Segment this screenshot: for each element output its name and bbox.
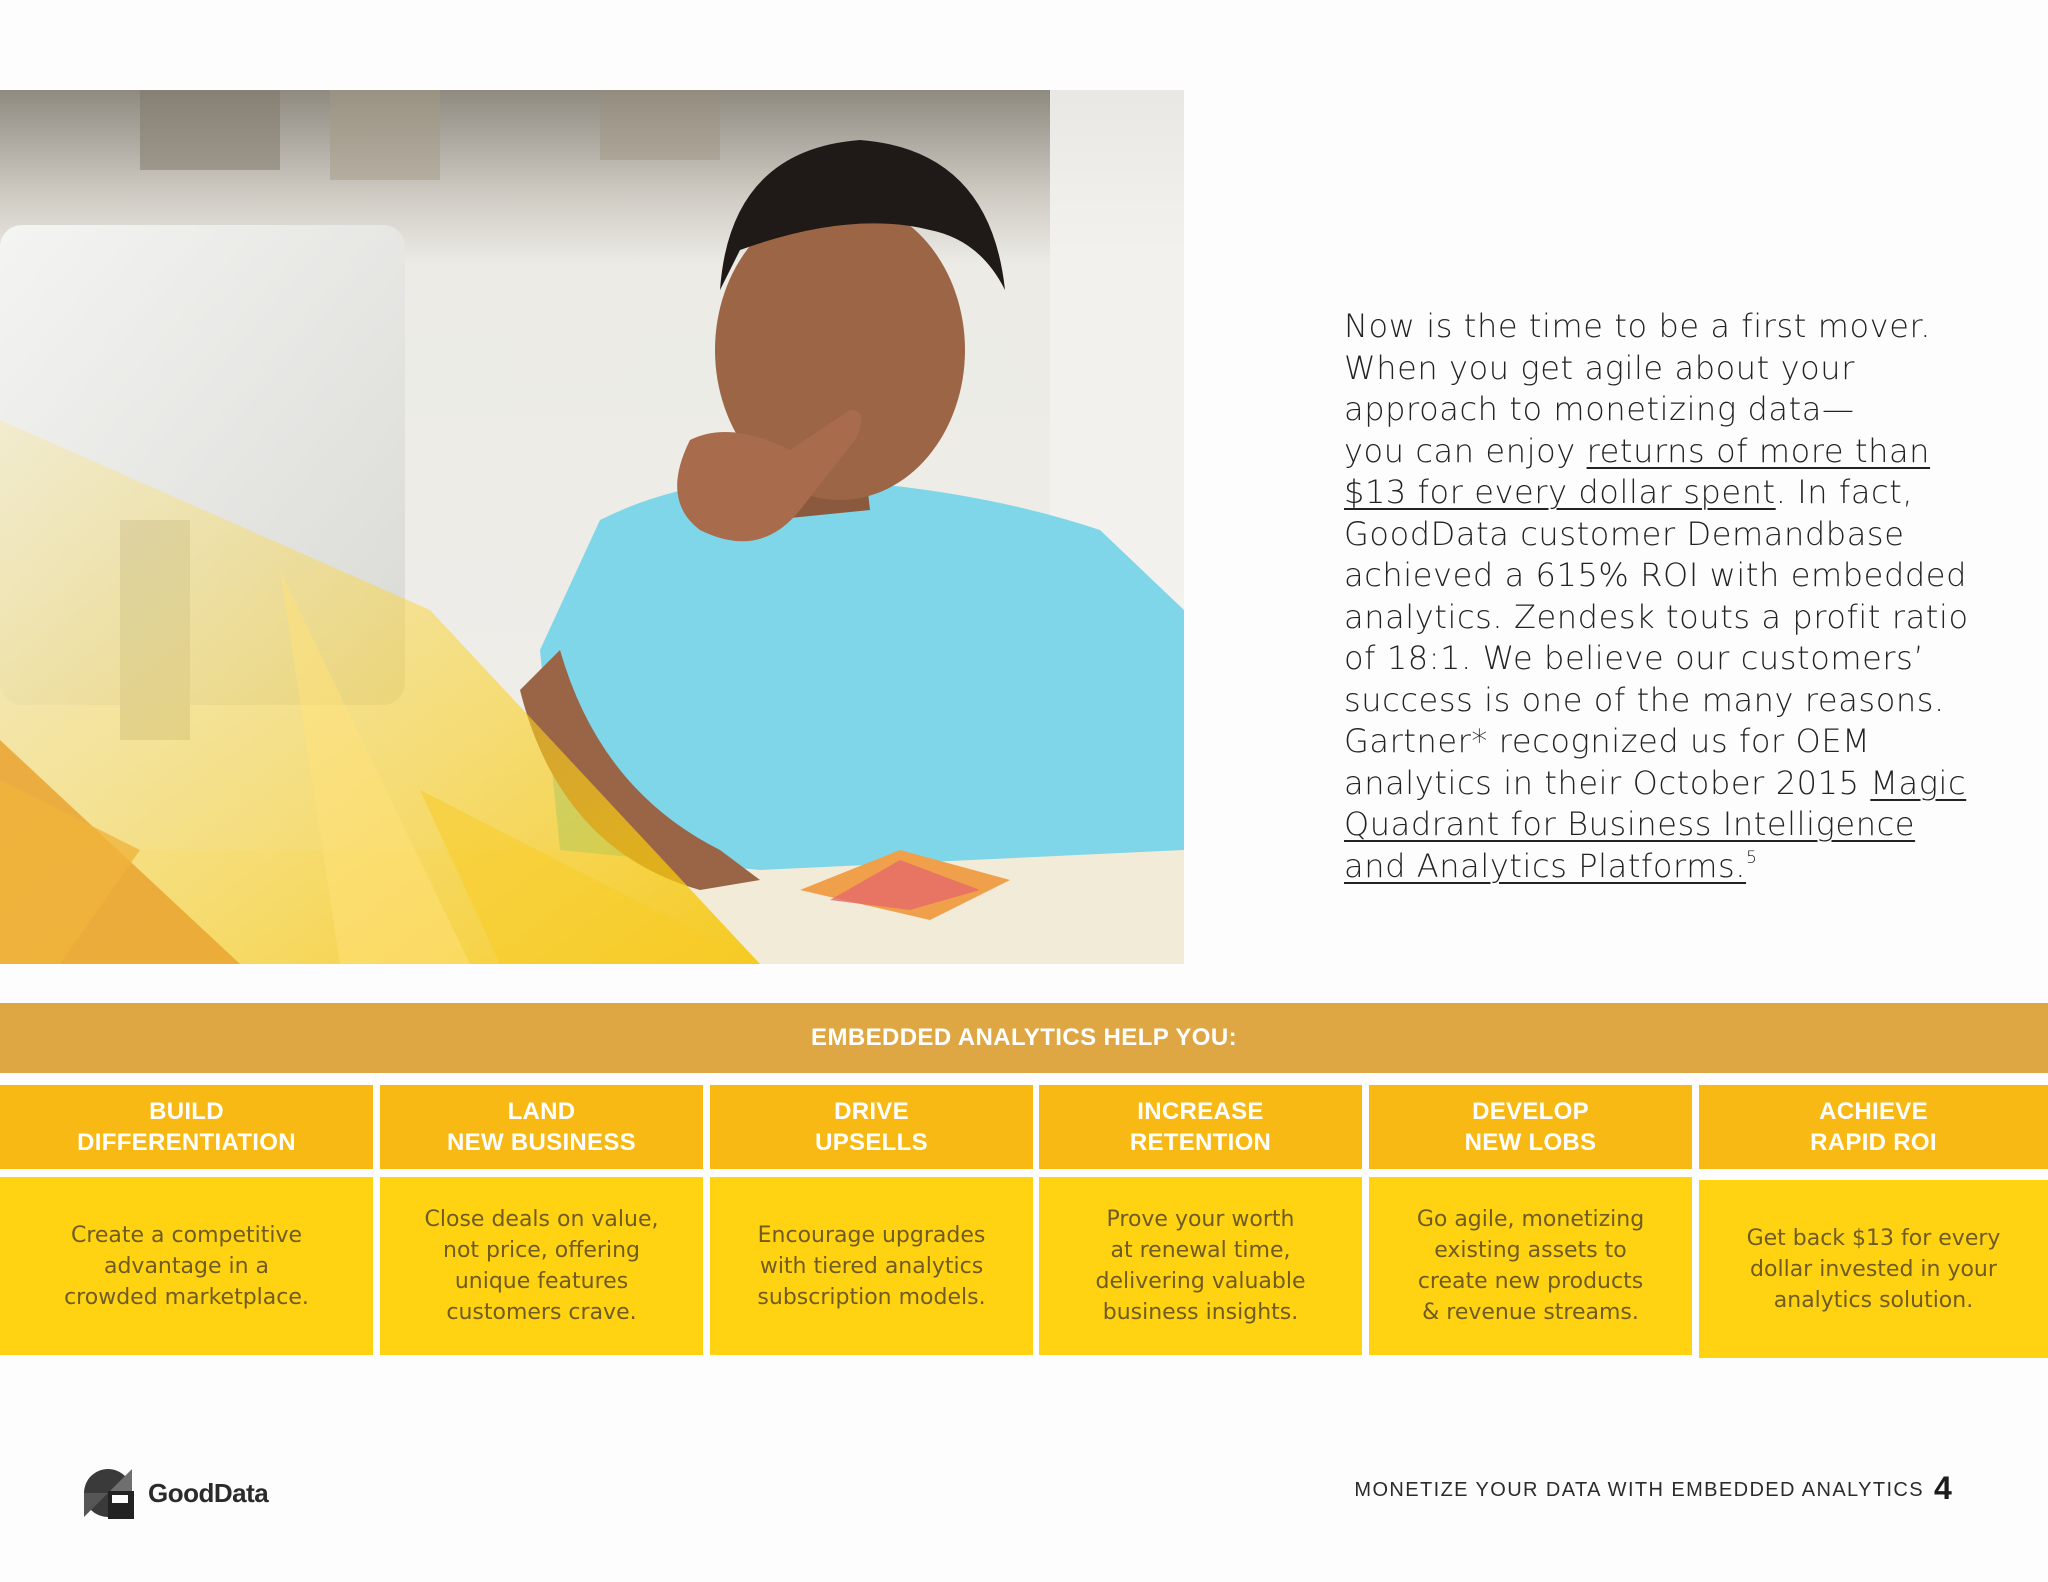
benefit-column <box>1369 1085 1692 1355</box>
benefit-description: Prove your worth at renewal time, delivering valuable business insights. <box>1039 1177 1362 1355</box>
gooddata-logo-icon <box>82 1467 134 1519</box>
benefit-heading: BUILD DIFFERENTIATION <box>0 1085 373 1169</box>
benefit-description: Encourage upgrades with tiered analytics subscription models. <box>710 1177 1033 1355</box>
copy-line: When you get agile about your <box>1344 348 1855 387</box>
document-title: MONETIZE YOUR DATA WITH EMBEDDED ANALYTICS <box>1354 1479 1924 1501</box>
copy-line: Now is the time to be a first mover. <box>1344 307 1932 345</box>
benefit-column <box>1039 1085 1362 1355</box>
copy-line: approach to monetizing data— <box>1344 390 1855 428</box>
page-number: 4 <box>1934 1470 1952 1506</box>
copy-line: Gartner* recognized us for OEM <box>1344 722 1871 760</box>
copy-line: achieved a 615% ROI with embedded <box>1344 556 1967 594</box>
benefit-heading: DEVELOP NEW LOBS <box>1369 1085 1692 1169</box>
benefit-heading: ACHIEVE RAPID ROI <box>1699 1085 2048 1169</box>
benefit-heading: INCREASE RETENTION <box>1039 1085 1362 1169</box>
copy-line: analytics. Zendesk touts a profit ratio <box>1344 597 1969 636</box>
magic-quadrant-link[interactable]: Quadrant for Business Intelligence <box>1344 805 1916 843</box>
benefit-column <box>380 1085 703 1355</box>
magic-quadrant-link[interactable]: Magic <box>1870 763 1967 802</box>
benefit-description: Close deals on value, not price, offering unique features customers crave. <box>380 1177 703 1355</box>
benefit-description: Get back $13 for every dollar invested in your analytics solution. <box>1699 1180 2048 1358</box>
copy-line <box>1344 804 1984 846</box>
copy-line: of 18:1. We believe our customers’ <box>1344 639 1925 677</box>
intro-paragraph <box>1344 306 1984 887</box>
benefit-description: Create a competitive advantage in a crowded marketplace. <box>0 1177 373 1355</box>
copy-line <box>1344 846 1984 888</box>
benefit-heading: LAND NEW BUSINESS <box>380 1085 703 1169</box>
benefit-description: Go agile, monetizing existing assets to create new products & revenue streams. <box>1369 1177 1692 1355</box>
benefit-column <box>710 1085 1033 1355</box>
benefit-column <box>0 1085 373 1355</box>
benefit-column <box>1699 1085 2048 1355</box>
copy-line: you can enjoy returns of more than <box>1344 431 1931 470</box>
magic-quadrant-link[interactable]: and Analytics Platforms. <box>1344 846 1747 885</box>
roi-link[interactable]: returns of more than <box>1586 431 1931 470</box>
roi-link[interactable]: $13 for every dollar spent <box>1344 473 1776 511</box>
footnote-marker: 5 <box>1746 847 1758 868</box>
hero-photo <box>0 90 1184 964</box>
copy-line: $13 for every dollar spent. In fact, <box>1344 473 1914 511</box>
copy-line: success is one of the many reasons. <box>1344 680 1945 719</box>
copy-line: GoodData customer Demandbase <box>1344 514 1905 553</box>
band-title: EMBEDDED ANALYTICS HELP YOU: <box>0 1003 2048 1073</box>
benefit-heading: DRIVE UPSELLS <box>710 1085 1033 1169</box>
copy-line: analytics in their October 2015 Magic <box>1344 763 1967 802</box>
benefit-columns <box>0 1085 2048 1355</box>
brand-name: GoodData <box>148 1478 269 1508</box>
